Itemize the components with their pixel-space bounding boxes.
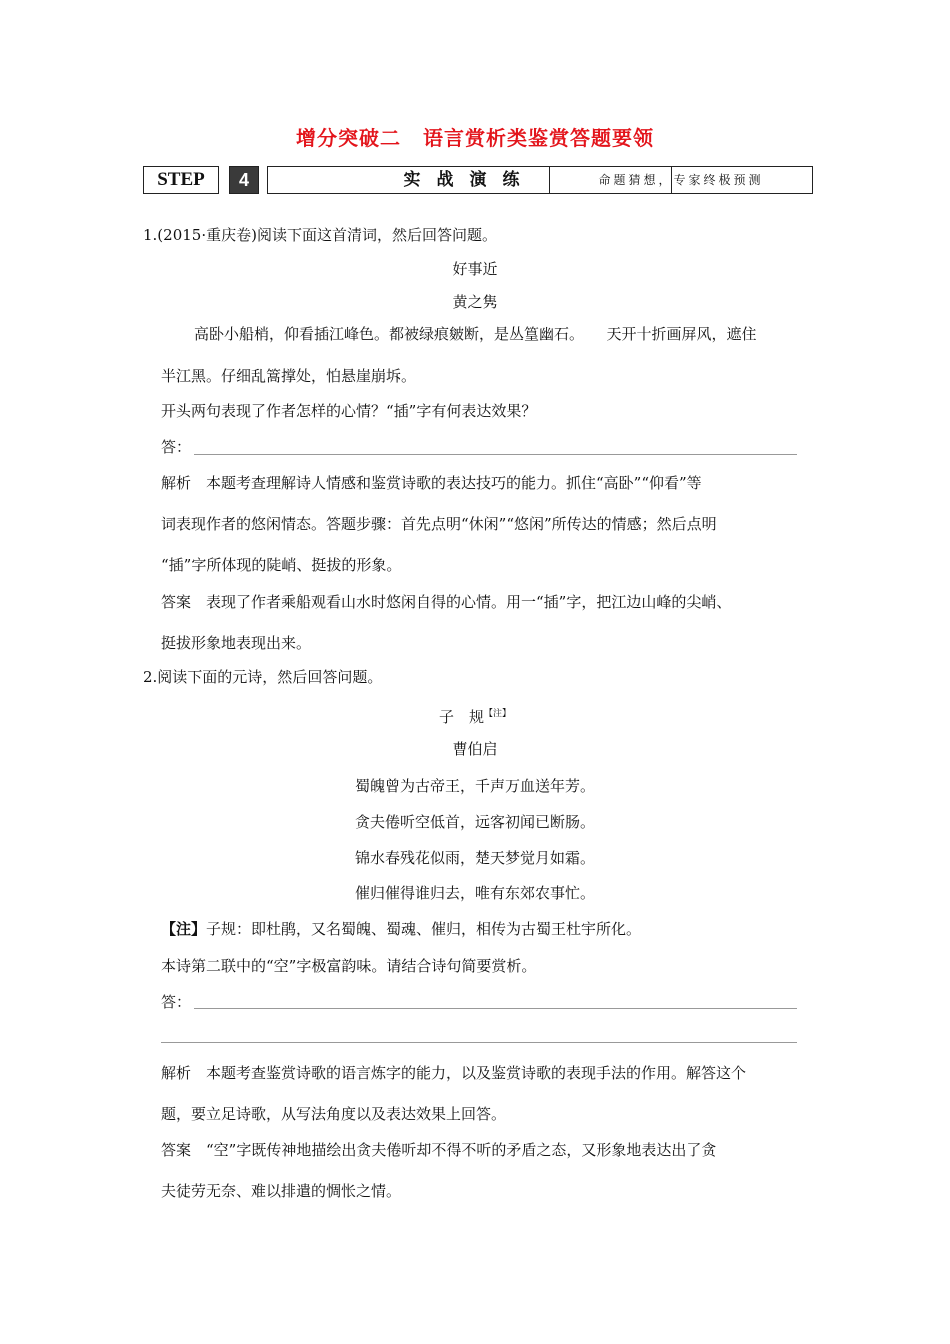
q2-stem: 2.阅读下面的元诗，然后回答问题。	[143, 668, 383, 686]
q1-answer-line1: 答案 表现了作者乘船观看山水时悠闲自得的心情。用一“插”字，把江边山峰的尖峭、	[161, 593, 732, 611]
q1-analysis-line2: 词表现作者的悠闲情态。答题步骤：首先点明“休闲”“悠闲”所传达的情感；然后点明	[161, 515, 717, 533]
q1-poem-line2: 半江黑。仔细乱篙撑处，怕悬崖崩坼。	[161, 367, 417, 385]
q2-poem-note-mark: 【注】	[484, 709, 512, 719]
q2-note	[161, 919, 641, 939]
step-number: 4	[229, 166, 259, 194]
q2-answer-line1: 答案 “空”字既传神地描绘出贪夫倦听却不得不听的矛盾之态，又形象地表达出了贪	[161, 1141, 717, 1159]
q2-answer-blank-1[interactable]	[194, 1008, 797, 1009]
q1-question: 开头两句表现了作者怎样的心情？“插”字有何表达效果？	[161, 402, 537, 420]
q1-answer-blank[interactable]	[194, 454, 797, 455]
q1-poem-title: 好事近	[452, 260, 498, 278]
q1-analysis-line3: “插”字所体现的陡峭、挺拔的形象。	[161, 556, 402, 574]
q2-verse2: 贪夫倦听空低首，远客初闻已断肠。	[354, 813, 595, 831]
step-bar	[143, 166, 813, 196]
q2-answer-prompt: 答：	[161, 993, 192, 1011]
q2-poem-title-row	[0, 704, 950, 727]
step-slogan: 命题猜想，专家终极预测	[549, 166, 813, 194]
q2-question: 本诗第二联中的“空”字极富韵味。请结合诗句简要赏析。	[161, 957, 537, 975]
q2-poem-author: 曹伯启	[452, 740, 498, 758]
q2-verse1: 蜀魄曾为古帝王，千声万血送年芳。	[354, 777, 595, 795]
q1-answer-prompt: 答：	[161, 438, 192, 456]
title-part1: 增分突破二	[296, 126, 401, 150]
q2-note-label: 【注】	[161, 920, 207, 938]
q1-stem: 1.(2015·重庆卷)阅读下面这首清词，然后回答问题。	[143, 226, 497, 244]
q2-answer-line2: 夫徒劳无奈、难以排遣的惆怅之情。	[161, 1182, 402, 1200]
step-name: 实战演练	[267, 166, 672, 194]
q2-verse4: 催归催得谁归去，唯有东郊农事忙。	[354, 884, 595, 902]
q2-analysis-line1: 解析 本题考查鉴赏诗歌的语言炼字的能力，以及鉴赏诗歌的表现手法的作用。解答这个	[161, 1064, 747, 1082]
q1-analysis-line1: 解析 本题考查理解诗人情感和鉴赏诗歌的表达技巧的能力。抓住“高卧”“仰看”等	[161, 474, 702, 492]
q2-analysis-line2: 题，要立足诗歌，从写法角度以及表达效果上回答。	[161, 1105, 507, 1123]
q2-verse3: 锦水春残花似雨，楚天梦觉月如霜。	[354, 849, 595, 867]
title-part2: 语言赏析类鉴赏答题要领	[423, 126, 654, 150]
q2-note-text: 子规：即杜鹃，又名蜀魄、蜀魂、催归，相传为古蜀王杜宇所化。	[206, 920, 642, 938]
q2-answer-blank-2[interactable]	[161, 1042, 797, 1043]
step-label: STEP	[143, 166, 219, 194]
q1-poem-author: 黄之隽	[452, 293, 498, 311]
q1-answer-line2: 挺拔形象地表现出来。	[161, 634, 312, 652]
page-title	[0, 122, 950, 151]
q1-poem-line1: 高卧小船梢，仰看插江峰色。都被绿痕皴断，是丛篁幽石。 天开十折画屏风，遮住	[194, 325, 757, 343]
q2-poem-title: 子 规	[438, 708, 484, 726]
